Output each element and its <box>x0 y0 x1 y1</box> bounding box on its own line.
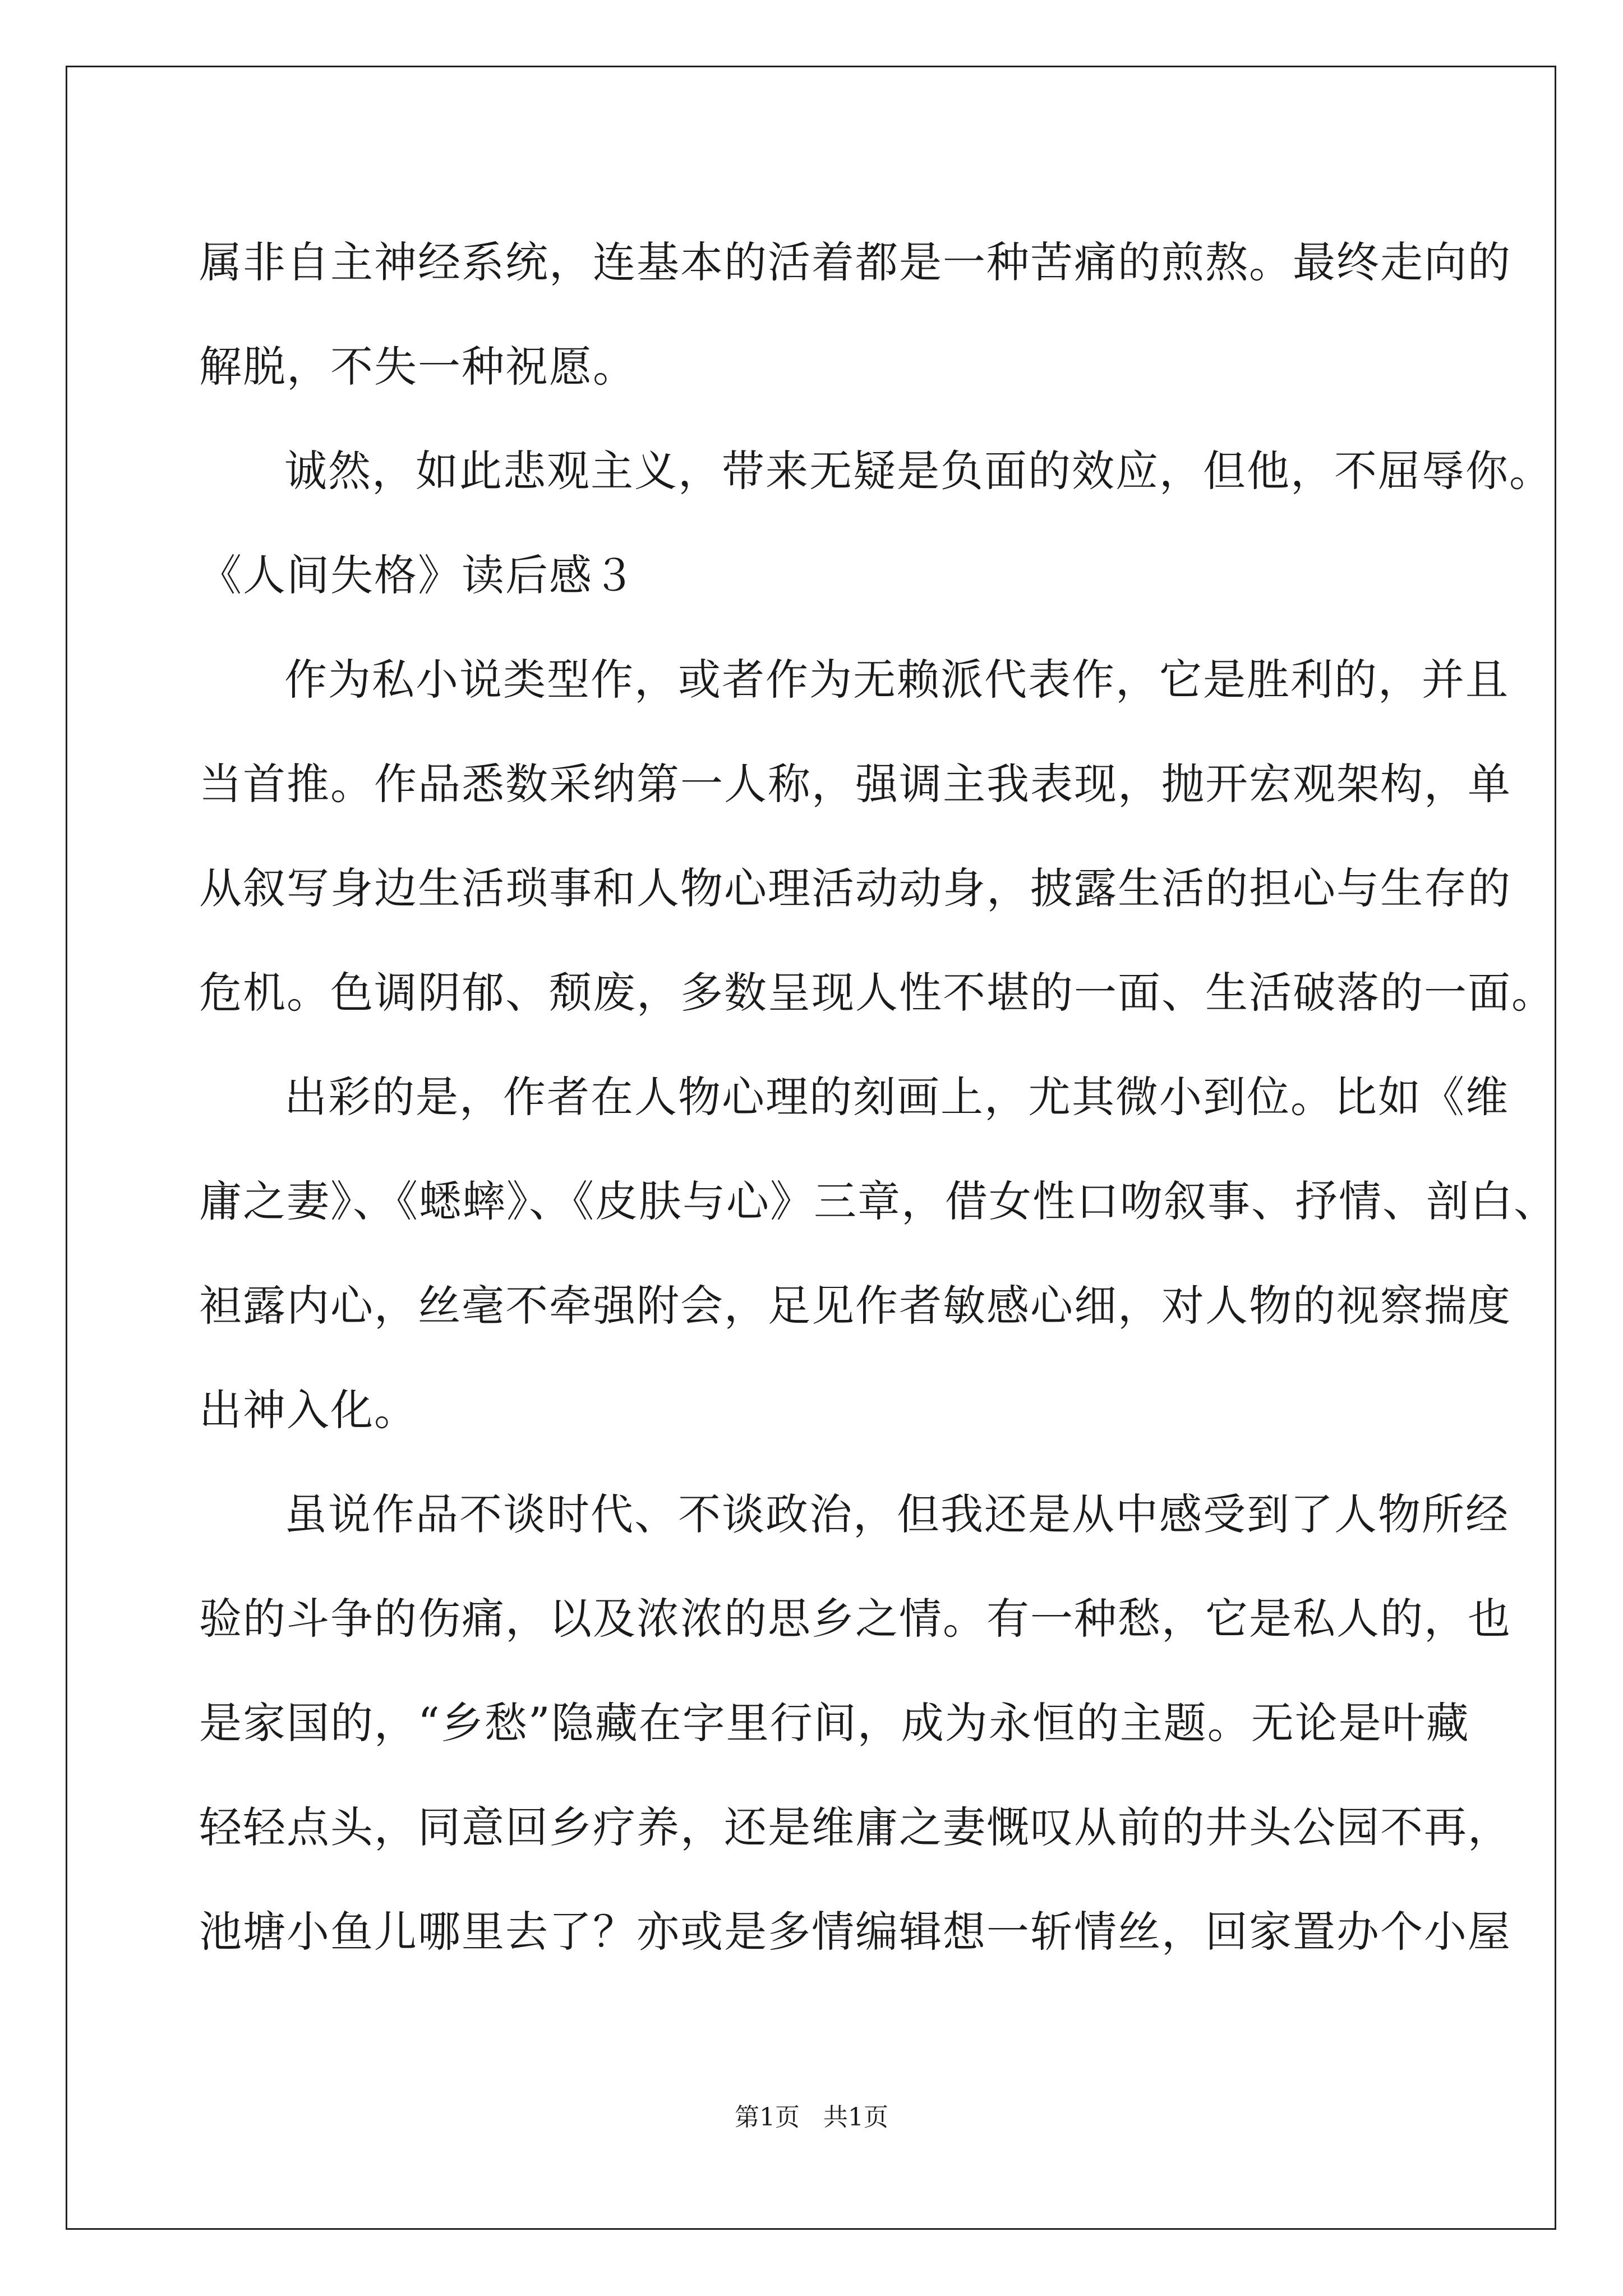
text-line: 解脱，不失一种祝愿。 <box>199 342 637 392</box>
text-line: 验的斗争的伤痛，以及浓浓的思乡之情。有一种愁，它是私人的，也 <box>199 1594 1511 1644</box>
document-body <box>199 210 1557 1984</box>
text-line: 危机。色调阴郁、颓废，多数呈现人性不堪的一面、生活破落的一面。 <box>199 968 1555 1018</box>
page-number-footer: 第1页 共1页 <box>735 2103 888 2132</box>
text-line: 庸之妻》、《蟋蟀》、《皮肤与心》三章，借女性口吻叙事、抒情、剖白、 <box>199 1176 1557 1226</box>
text-line: 属非自主神经系统，连基本的活着都是一种苦痛的煎熬。最终走向的 <box>199 237 1511 287</box>
paragraph-start-line: 虽说作品不谈时代、不谈政治，但我还是从中感受到了人物所经 <box>284 1489 1509 1539</box>
section-title: 《人间失格》读后感３ <box>199 550 637 600</box>
text-line: 池塘小鱼儿哪里去了？亦或是多情编辑想一斩情丝，回家置办个小屋 <box>199 1907 1511 1957</box>
paragraph-start-line: 作为私小说类型作，或者作为无赖派代表作，它是胜利的，并且 <box>284 655 1509 705</box>
text-line: 轻轻点头，同意回乡疗养，还是维庸之妻慨叹从前的井头公园不再， <box>199 1802 1511 1852</box>
paragraph-start-line: 出彩的是，作者在人物心理的刻画上，尤其微小到位。比如《维 <box>284 1072 1509 1122</box>
text-line: 出神入化。 <box>199 1385 418 1435</box>
text-line: 当首推。作品悉数采纳第一人称，强调主我表现，抛开宏观架构，单 <box>199 759 1511 809</box>
text-line: 从叙写身边生活琐事和人物心理活动动身，披露生活的担心与生存的 <box>199 863 1511 913</box>
paragraph-start-line: 诚然，如此悲观主义，带来无疑是负面的效应，但他，不屈辱你。 <box>284 446 1553 496</box>
text-line: 袒露内心，丝毫不牵强附会，足见作者敏感心细，对人物的视察揣度 <box>199 1281 1511 1331</box>
text-line: 是家国的，“乡愁”隐藏在字里行间，成为永恒的主题。无论是叶藏 <box>199 1698 1470 1748</box>
